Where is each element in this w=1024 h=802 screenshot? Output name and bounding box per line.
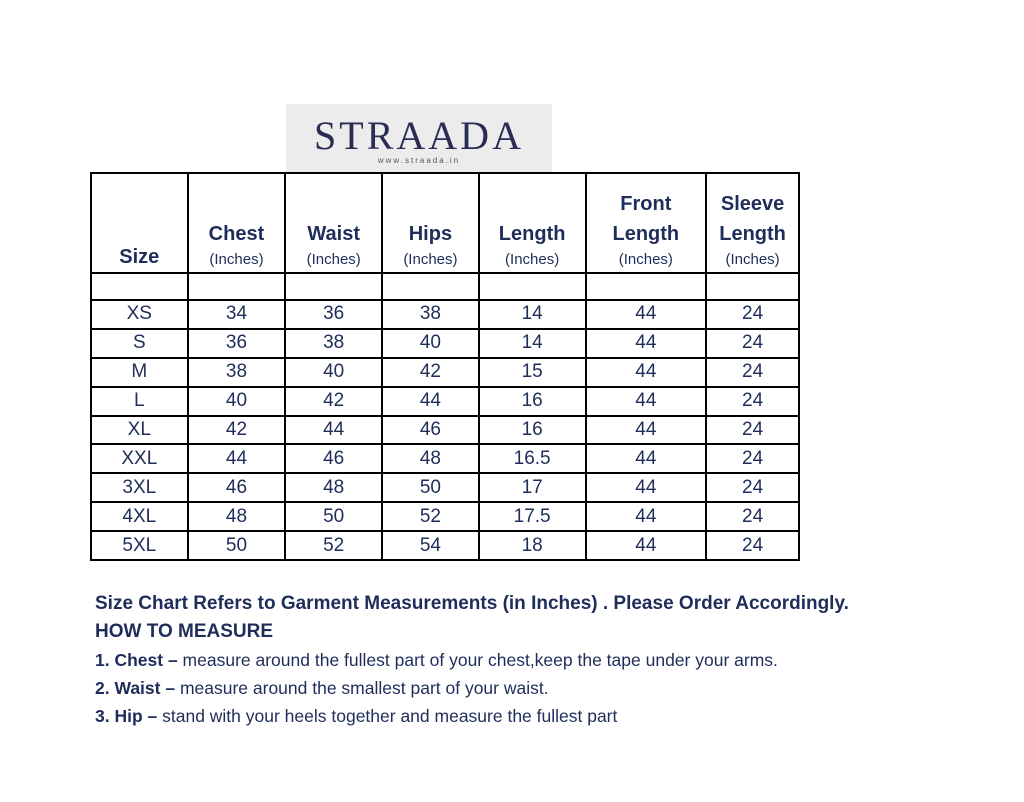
measurement-cell: 38 (285, 329, 382, 358)
measurement-cell: 40 (382, 329, 479, 358)
measurement-cell: 38 (188, 358, 286, 387)
measure-label: 2. Waist – (95, 678, 176, 698)
measurement-cell: 44 (586, 444, 707, 473)
measure-item-waist (95, 674, 975, 702)
logo-wordmark: STRAADA (314, 113, 524, 158)
measurement-cell: 46 (285, 444, 382, 473)
measurement-cell: 17 (479, 473, 586, 502)
measurement-cell: 24 (706, 416, 799, 445)
size-cell: 4XL (91, 502, 188, 531)
header-front-length: Front Length (Inches) (586, 173, 707, 273)
measure-label: 3. Hip – (95, 706, 158, 726)
measurement-cell: 48 (188, 502, 286, 531)
measurement-cell: 44 (586, 358, 707, 387)
measurement-cell: 24 (706, 531, 799, 560)
table-row (91, 387, 799, 416)
measurement-cell: 50 (382, 473, 479, 502)
size-cell: S (91, 329, 188, 358)
measurement-cell: 15 (479, 358, 586, 387)
measurement-cell: 42 (382, 358, 479, 387)
size-chart-table (90, 172, 800, 561)
measurement-cell: 16 (479, 387, 586, 416)
measurement-cell: 24 (706, 300, 799, 329)
measurement-cell: 36 (285, 300, 382, 329)
how-to-measure-heading: HOW TO MEASURE (95, 621, 274, 642)
measurement-cell: 24 (706, 358, 799, 387)
measurement-cell: 44 (188, 444, 286, 473)
measurement-cell: 24 (706, 444, 799, 473)
measurement-cell: 54 (382, 531, 479, 560)
measurement-cell: 36 (188, 329, 286, 358)
measurement-cell: 44 (586, 416, 707, 445)
measurement-cell: 52 (382, 502, 479, 531)
measurement-cell: 24 (706, 502, 799, 531)
measurement-cell: 24 (706, 473, 799, 502)
measurement-cell: 52 (285, 531, 382, 560)
size-cell: 5XL (91, 531, 188, 560)
measurement-cell: 38 (382, 300, 479, 329)
measurement-cell: 44 (586, 387, 707, 416)
measurement-cell: 40 (188, 387, 286, 416)
measurement-cell: 44 (586, 473, 707, 502)
measurement-cell: 46 (188, 473, 286, 502)
measurement-cell: 44 (586, 329, 707, 358)
table-row (91, 329, 799, 358)
size-cell: XL (91, 416, 188, 445)
measurement-cell: 48 (285, 473, 382, 502)
table-body (91, 300, 799, 560)
table-row (91, 502, 799, 531)
header-hips: Hips (Inches) (382, 173, 479, 273)
measurement-cell: 50 (285, 502, 382, 531)
measurement-cell: 46 (382, 416, 479, 445)
size-cell: L (91, 387, 188, 416)
measurement-cell: 14 (479, 300, 586, 329)
measurement-cell: 24 (706, 387, 799, 416)
header-size: Size (91, 173, 188, 273)
measurement-cell: 16 (479, 416, 586, 445)
measurement-cell: 34 (188, 300, 286, 329)
table-row (91, 358, 799, 387)
blank-row (91, 273, 799, 300)
measurement-cell: 18 (479, 531, 586, 560)
header-length: Length (Inches) (479, 173, 586, 273)
measurement-cell: 40 (285, 358, 382, 387)
measurement-cell: 44 (586, 300, 707, 329)
measurement-cell: 48 (382, 444, 479, 473)
measurement-cell: 17.5 (479, 502, 586, 531)
table-row (91, 473, 799, 502)
table-row (91, 531, 799, 560)
logo-url: www.straada.in (377, 156, 461, 165)
size-cell: XXL (91, 444, 188, 473)
table-row (91, 300, 799, 329)
brand-logo (286, 104, 552, 172)
measurement-cell: 44 (586, 531, 707, 560)
measure-item-chest (95, 646, 975, 674)
measurement-cell: 44 (382, 387, 479, 416)
measurement-cell: 50 (188, 531, 286, 560)
measure-text: measure around the smallest part of your waist. (175, 678, 549, 698)
header-waist: Waist (Inches) (285, 173, 382, 273)
size-cell: 3XL (91, 473, 188, 502)
measure-text: measure around the fullest part of your chest,keep the tape under your arms. (177, 650, 778, 670)
measurement-cell: 42 (285, 387, 382, 416)
measurement-cell: 16.5 (479, 444, 586, 473)
table-header-row (91, 173, 799, 273)
table-row (91, 444, 799, 473)
measurement-cell: 44 (586, 502, 707, 531)
measure-text: stand with your heels together and measure the fullest part (157, 706, 618, 726)
measurement-notes (95, 590, 975, 730)
measure-item-hip (95, 702, 975, 730)
measure-label: 1. Chest – (95, 650, 178, 670)
measurement-cell: 42 (188, 416, 286, 445)
measurement-cell: 24 (706, 329, 799, 358)
header-sleeve-length: Sleeve Length (Inches) (706, 173, 799, 273)
size-cell: XS (91, 300, 188, 329)
table-row (91, 416, 799, 445)
measurement-cell: 14 (479, 329, 586, 358)
measurement-cell: 44 (285, 416, 382, 445)
header-chest: Chest (Inches) (188, 173, 286, 273)
size-cell: M (91, 358, 188, 387)
size-chart-note: Size Chart Refers to Garment Measurements (in Inches) . Please Order Accordingly. (95, 593, 849, 614)
